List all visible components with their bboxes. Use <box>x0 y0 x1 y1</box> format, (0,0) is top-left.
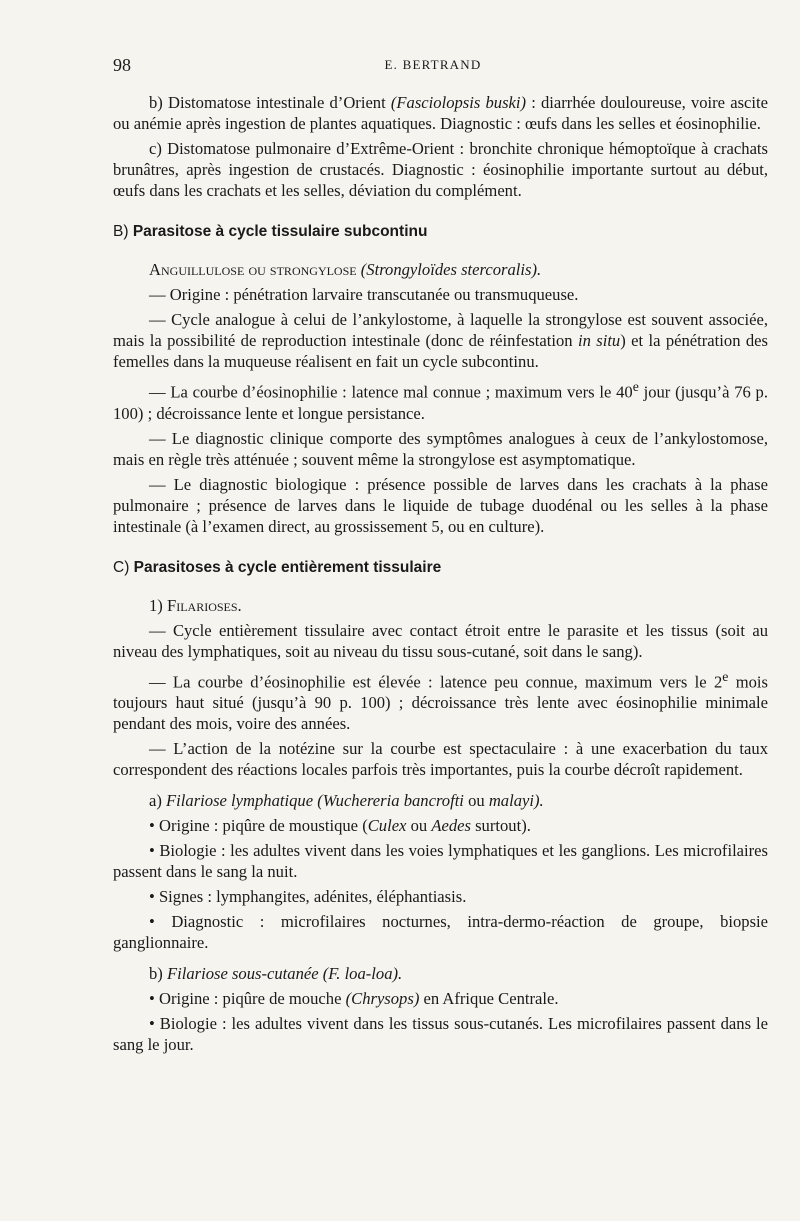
species-name: (Fasciolopsis buski) <box>390 93 527 112</box>
paragraph-cycle: — Cycle analogue à celui de l’ankylostome, à laquelle la strongylose est souvent associée, mais la possibilité de reproduction intestinale (donc de réinfestation in situ) et la pénétration des femelles dans la muqueuse réalisent en fait un cycle subcontinu. <box>113 310 768 371</box>
paragraph-courbe: — La courbe d’éosinophilie : latence mal connue ; maximum vers le 40e jour (jusqu’à 76 p. 100) ; décroissance lente et longue persistance. <box>113 379 768 423</box>
page-number: 98 <box>113 55 131 75</box>
paragraph-origine: — Origine : pénétration larvaire transcutanée ou transmuqueuse. <box>149 285 579 304</box>
paragraph-notezine: — L’action de la notézine sur la courbe est spectaculaire : à une exacerbation du taux correspondent des réactions locales parfois très importantes, puis la courbe décroît rapidement. <box>113 739 768 780</box>
bullet-biologie-lymphatique: • Biologie : les adultes vivent dans les voies lymphatiques et les ganglions. Les microfilaires passent dans le sang la nuit. <box>113 841 768 882</box>
paragraph-diagnostic-clinique: — Le diagnostic clinique comporte des symptômes analogues à ceux de l’ankylostomose, mais en règle très atténuée ; souvent même la strongylose est asymptomatique. <box>113 428 768 469</box>
bullet-signes: • Signes : lymphangites, adénites, éléphantiasis. <box>149 887 467 907</box>
subheading-filarioses: 1) Filarioses. <box>149 595 242 615</box>
subheading-filariose-sous-cutanee: b) Filariose sous-cutanée (F. loa-loa). <box>149 964 403 984</box>
paragraph-distomatose-intestinale: b) Distomatose intestinale d’Orient (Fasciolopsis buski) : diarrhée douloureuse, voire ascite ou anémie après ingestion de plantes aquatiques. Diagnostic : œufs dans les selles et éosinophilie. <box>113 93 768 133</box>
bullet-origine-sous-cutanee: • Origine : piqûre de mouche (Chrysops) en Afrique Centrale. <box>149 989 559 1009</box>
paragraph-courbe-filarioses: — La courbe d’éosinophilie est élevée : latence peu connue, maximum vers le 2e mois toujours haut situé (jusqu’à 90 p. 100) ; décroissance très lente avec éosinophilie minimale pendant des mois, voire des années. <box>113 668 769 734</box>
running-title: E. BERTRAND <box>384 57 482 72</box>
section-heading-b: B) Parasitose à cycle tissulaire subcontinu <box>113 223 428 240</box>
paragraph-cycle-tissulaire: — Cycle entièrement tissulaire avec contact étroit entre le parasite et les tissus (soit au niveau des lymphatiques, soit au niveau du tissu sous-cutané, soit dans le sang). <box>113 620 768 661</box>
bullet-origine-lymphatique: • Origine : piqûre de moustique (Culex ou Aedes surtout). <box>149 816 531 836</box>
page-body <box>113 92 768 1055</box>
bullet-biologie-sous-cutanee: • Biologie : les adultes vivent dans les tissus sous-cutanés. Les microfilaires passent dans le sang le jour. <box>113 1014 768 1055</box>
section-heading-c: C) Parasitoses à cycle entièrement tissulaire <box>113 558 442 576</box>
subheading-strongylose: Anguillulose ou strongylose (Strongyloïdes stercoralis). <box>149 260 542 279</box>
paragraph-distomatose-pulmonaire: c) Distomatose pulmonaire d’Extrême-Orient : bronchite chronique hémoptoïque à crachats brunâtres, après ingestion de crustacés. Diagnostic : éosinophilie importante surtout au début, œufs dans les crachats et les selles, déviation du complément. <box>113 139 768 200</box>
subheading-filariose-lymphatique: a) Filariose lymphatique (Wuchereria bancrofti ou malayi). <box>149 791 544 811</box>
running-header <box>113 55 753 79</box>
bullet-diagnostic-lymphatique: • Diagnostic : microfilaires nocturnes, intra-dermo-réaction de groupe, biopsie ganglionnaire. <box>113 912 768 953</box>
paragraph-diagnostic-biologique: — Le diagnostic biologique : présence possible de larves dans les crachats à la phase pulmonaire ; présence de larves dans le liquide de tubage duodénal ou les selles à la phase intestinale (à l’examen direct, au grossissement 5, ou en culture). <box>113 474 768 536</box>
